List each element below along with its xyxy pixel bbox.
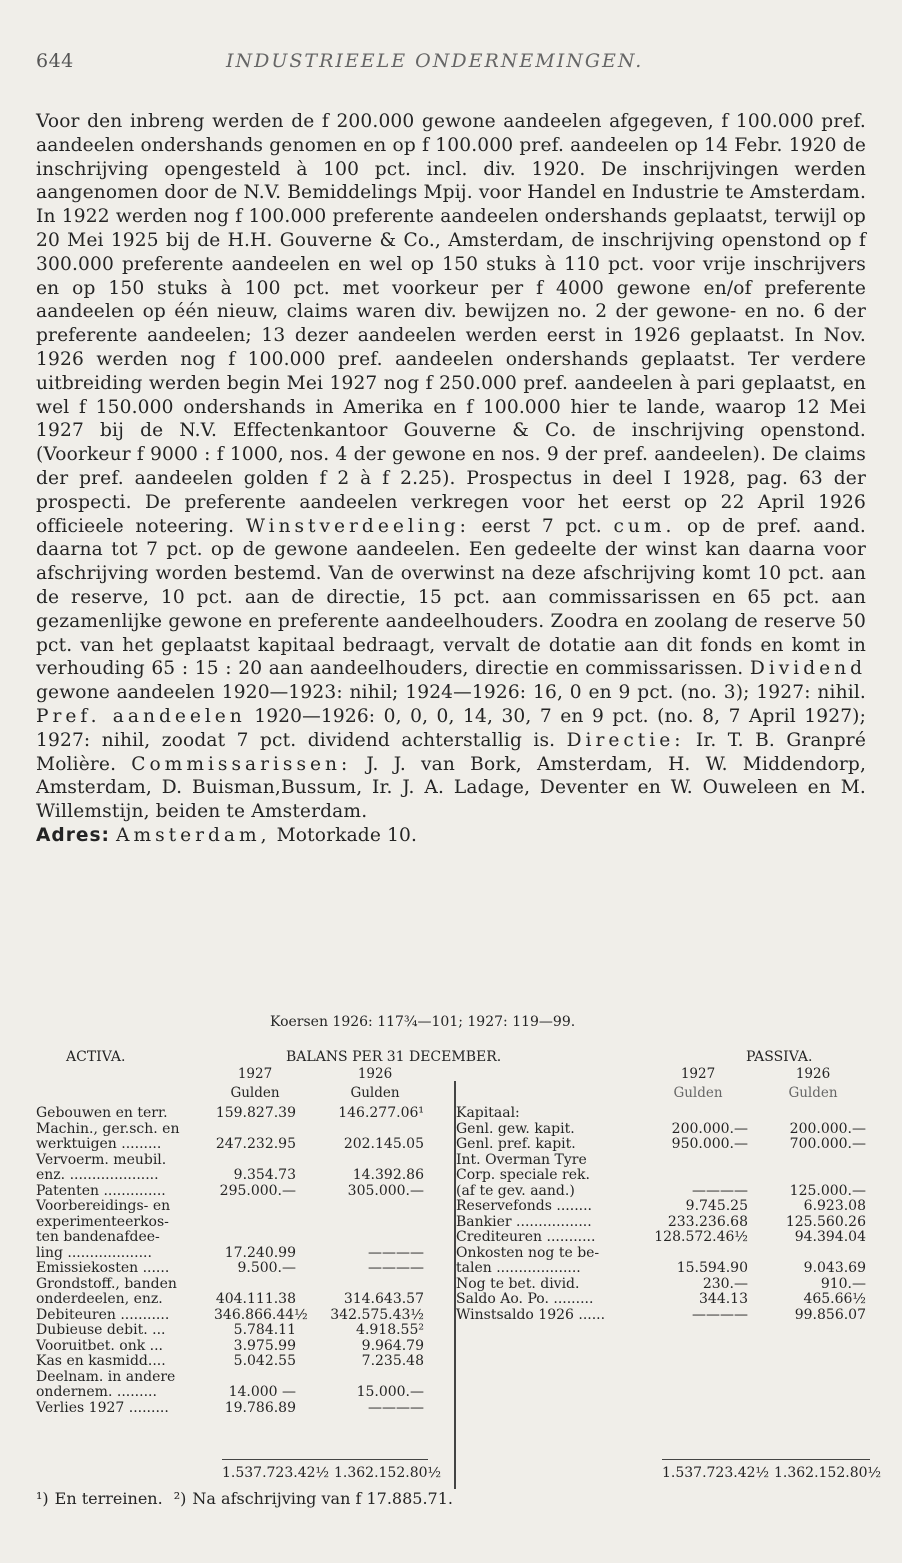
table-row: [456, 1184, 870, 1200]
passiva-year-1927: 1927: [680, 1066, 716, 1082]
footnote-2-mark: ²): [173, 1489, 187, 1508]
row-label: Verlies 1927 .........: [36, 1399, 169, 1416]
table-row: [36, 1354, 456, 1370]
table-row: [36, 1261, 456, 1277]
table-row: [36, 1168, 456, 1184]
table-row: [456, 1168, 870, 1184]
activa-unit-1926: Gulden: [350, 1085, 400, 1101]
body-text-1: Voor den inbreng werden de f 200.000 gewone aandeelen afgegeven, f 100.000 pref. aandeelen ondershands genomen en op f 100.000 pref. aandeelen op 14 Febr. 1920 de inschrijving opengesteld à 100 pct. incl. div. 1920. De inschrijvingen werden aangenomen door de N.V. Bemiddelings Mpij. voor Handel en Industrie te Amsterdam. In 1922 werden nog f 100.000 preferente aandeelen ondershands geplaatst, terwijl op 20 Mei 1925 bij de H.H. Gouverne & Co., Amsterdam, de inschrijving openstond op f 300.000 preferente aandeelen en wel op 150 stuks à 110 pct. voor vrije inschrijvers en op 150 stuks à 100 pct. met voorkeur per f 4000 gewone en/of preferente aandeelen op één nieuw, claims waren div. bewijzen no. 2 der gewone- en no. 6 der preferente aandeelen; 13 dezer aandeelen werden eerst in 1926 geplaatst. In Nov. 1926 werden nog f 100.000 pref. aandeelen ondershands geplaatst. Ter verdere uitbreiding werden begin Mei 1927 nog f 250.000 pref. aandeelen à pari geplaatst, en wel f 150.000 ondershands in Amerika en f 100.000 hier te lande, waarop 12 Mei 1927 bij de N.V. Effectenkantoor Gouverne & Co. de inschrijving openstond. (Voorkeur f 9000 : f 1000, nos. 4 der gewone en nos. 9 der pref. aandeelen). De claims der pref. aandeelen golden f 2 à f 2.25). Prospectus in deel I 1928, pag. 63 der prospecti. De preferente aandeelen verkregen voor het eerst op 22 April 1926 officieele noteering.: [36, 111, 867, 537]
balance-title: BALANS PER 31 DECEMBER.: [286, 1049, 502, 1065]
body-text-5: 1920—1926: 0, 0, 0, 14, 30, 7 en 9 pct. (no. 8, 7 April 1927); 1927: nihil, zoodat 7 pct. dividend achterstallig is.: [36, 705, 866, 751]
value-1927: 200.000.—: [671, 1120, 748, 1137]
row-label: Crediteuren ...........: [456, 1229, 596, 1245]
body-text-3: op de pref. aand. daarna tot 7 pct. op de gewone aandeelen. Een gedeelte der winst kan daarna voor afschrijving worden bestemd. Van de overwinst na deze afschrijving komt 10 pct. aan de reserve, 10 pct. aan de directie, 15 pct. aan commissarissen en 65 pct. aan gezamenlijke gewone en preferente aandeelhouders. Zoodra en zoolang de reserve 50 pct. van het geplaatst kapitaal bedraagt, vervalt de dotatie aan dit fonds en komt in verhouding 65 : 15 : 20 aan aandeelhouders, directie en commissarissen.: [36, 515, 866, 680]
balance-sheet: [36, 1049, 882, 1509]
row-label: (af te gev. aand.): [456, 1182, 575, 1199]
table-row: [36, 1137, 456, 1153]
table-row: [36, 1323, 456, 1339]
page-header: [36, 50, 872, 80]
table-row: [36, 1122, 456, 1138]
value-1927: 9.354.73: [233, 1167, 296, 1183]
value-1927: 9.745.25: [685, 1198, 748, 1214]
row-label: Nog te bet. divid.: [456, 1275, 580, 1292]
activa-rows: [36, 1106, 456, 1416]
value-1926: 465.66½: [803, 1291, 866, 1307]
value-1926: 94.394.04: [794, 1229, 866, 1245]
table-row: [36, 1292, 456, 1308]
value-1926: 9.043.69: [803, 1260, 866, 1276]
passiva-total-rule: [662, 1459, 870, 1460]
value-1927: 17.240.99: [224, 1244, 296, 1261]
running-title: INDUSTRIEELE ONDERNEMINGEN.: [226, 50, 644, 72]
cum-label: cum.: [613, 515, 676, 537]
value-1927: 14.000 —: [228, 1384, 296, 1400]
table-row: [36, 1401, 456, 1417]
row-label: Gebouwen en terr.: [36, 1105, 168, 1121]
address-line: [36, 824, 866, 848]
row-label: onderdeelen, enz.: [36, 1291, 163, 1307]
activa-unit-1927: Gulden: [230, 1085, 280, 1101]
value-1927: 346.866.44½: [214, 1306, 308, 1323]
table-row: [456, 1261, 870, 1277]
activa-year-1926: 1926: [357, 1066, 393, 1082]
row-label: Onkosten nog te be-: [456, 1244, 600, 1261]
table-row: [36, 1199, 456, 1215]
value-1927: 19.786.89: [224, 1399, 296, 1416]
row-label: Kapitaal:: [456, 1105, 520, 1121]
value-1927: 233.236.68: [667, 1213, 748, 1230]
table-row: [456, 1153, 870, 1169]
row-label: Genl. pref. kapit.: [456, 1136, 576, 1152]
value-1927: 128.572.46½: [654, 1229, 748, 1245]
value-1926: 700.000.—: [789, 1136, 866, 1152]
value-1927: 5.784.11: [233, 1322, 296, 1338]
row-label: Kas en kasmidd....: [36, 1353, 166, 1369]
row-label: ten bandenafdee-: [36, 1229, 160, 1245]
value-1927: 295.000.—: [219, 1182, 296, 1199]
table-row: [456, 1277, 870, 1293]
table-row: [456, 1137, 870, 1153]
row-label: Patenten ..............: [36, 1182, 166, 1199]
adres-label: Adres:: [36, 824, 110, 846]
directie-label: Directie:: [566, 729, 685, 751]
value-1927: 159.827.39: [215, 1105, 296, 1121]
value-1927: 9.500.—: [237, 1260, 296, 1276]
activa-title: ACTIVA.: [66, 1049, 126, 1065]
table-row: [36, 1339, 456, 1355]
row-label: werktuigen .........: [36, 1136, 162, 1152]
adres-city: Amsterdam,: [116, 824, 271, 846]
value-1927: 3.975.99: [233, 1337, 296, 1354]
dividend-label: Dividend: [749, 658, 866, 680]
passiva-unit-1927: Gulden: [673, 1085, 723, 1101]
row-label: Reservefonds ........: [456, 1198, 593, 1214]
total-passiva-1926: 1.362.152.80½: [774, 1465, 882, 1481]
row-label: Genl. gew. kapit.: [456, 1120, 575, 1137]
winstverdeeling-label: Winstverdeeling:: [245, 515, 470, 537]
table-row: [456, 1199, 870, 1215]
table-row: [456, 1292, 870, 1308]
commissarissen-label: Commissarissen:: [131, 753, 352, 775]
body-text-2: eerst 7 pct.: [481, 515, 602, 537]
passiva-rows: [456, 1106, 870, 1323]
footnote-2-text: Na afschrijving van f 17.885.71.: [192, 1489, 453, 1508]
body-text-7: J. J. van Bork, Amsterdam, H. W. Middendorp, Amsterdam, D. Buisman,Bussum, Ir. J. A. Ladage, Deventer en W. Ouweleen en M. Willemstijn, beiden te Amsterdam.: [36, 753, 867, 823]
row-label: Vooruitbet. onk ...: [36, 1337, 163, 1354]
value-1926: 910.—: [820, 1275, 866, 1292]
row-label: Debiteuren ...........: [36, 1306, 170, 1323]
page-number: 644: [36, 50, 74, 72]
value-1926: 314.643.57: [343, 1291, 424, 1307]
table-row: [456, 1215, 870, 1231]
row-label: Int. Overman Tyre: [456, 1151, 587, 1168]
total-passiva-1927: 1.537.723.42½: [662, 1465, 770, 1481]
row-label: enz. ....................: [36, 1167, 159, 1183]
passiva-unit-1926: Gulden: [788, 1085, 838, 1101]
passiva-title: PASSIVA.: [746, 1049, 813, 1065]
value-1927: ————: [692, 1306, 748, 1323]
table-row: [456, 1246, 870, 1262]
row-label: ondernem. .........: [36, 1384, 157, 1400]
value-1926: 125.560.26: [785, 1213, 866, 1230]
value-1926: 6.923.08: [803, 1198, 866, 1214]
value-1926: 342.575.43½: [330, 1306, 424, 1323]
passiva-year-1926: 1926: [795, 1066, 831, 1082]
value-1927: ————: [692, 1182, 748, 1199]
row-label: Bankier .................: [456, 1213, 592, 1230]
row-label: talen ...................: [456, 1260, 581, 1276]
value-1926: 7.235.48: [361, 1353, 424, 1369]
value-1926: 202.145.05: [343, 1136, 424, 1152]
value-1927: 230.—: [702, 1275, 748, 1292]
pref-label: Pref. aandeelen: [36, 705, 246, 727]
row-label: Deelnam. in andere: [36, 1368, 176, 1385]
row-label: experimenteerkos-: [36, 1213, 169, 1230]
activa-total-rule: [222, 1459, 428, 1460]
footnote-1-text: En terreinen.: [54, 1489, 163, 1508]
value-1926: ————: [368, 1260, 424, 1276]
table-row: [36, 1308, 456, 1324]
footnotes: [36, 1489, 459, 1508]
value-1927: 5.042.55: [233, 1353, 296, 1369]
row-label: Corp. speciale rek.: [456, 1167, 590, 1183]
total-activa-1927: 1.537.723.42½: [222, 1465, 330, 1481]
row-label: ling ...................: [36, 1244, 152, 1261]
value-1927: 404.111.38: [215, 1291, 296, 1307]
table-row: [36, 1277, 456, 1293]
row-label: Winstsaldo 1926 ......: [456, 1306, 606, 1323]
value-1927: 247.232.95: [215, 1136, 296, 1152]
table-row: [36, 1106, 456, 1122]
table-row: [36, 1215, 456, 1231]
table-row: [456, 1230, 870, 1246]
value-1926: 14.392.86: [352, 1167, 424, 1183]
row-label: Grondstoff., banden: [36, 1275, 177, 1292]
total-activa-1926: 1.362.152.80½: [334, 1465, 442, 1481]
table-row: [36, 1184, 456, 1200]
value-1926: 125.000.—: [789, 1182, 866, 1199]
value-1926: 305.000.—: [347, 1182, 424, 1199]
footnote-1-mark: ¹): [36, 1489, 49, 1508]
row-label: Dubieuse debit. ...: [36, 1322, 166, 1338]
row-label: Machin., ger.sch. en: [36, 1120, 180, 1137]
body-text-6: Ir. T. B. Granpré Molière.: [36, 729, 866, 775]
table-row: [456, 1308, 870, 1324]
value-1926: 200.000.—: [789, 1120, 866, 1137]
value-1927: 950.000.—: [671, 1136, 748, 1152]
adres-street: Motorkade 10.: [276, 824, 418, 846]
koersen-line: Koersen 1926: 117¾—101; 1927: 119—99.: [270, 1014, 576, 1030]
table-row: [456, 1122, 870, 1138]
table-row: [36, 1153, 456, 1169]
table-row: [36, 1246, 456, 1262]
row-label: Emissiekosten ......: [36, 1260, 170, 1276]
body-text-4: gewone aandeelen 1920—1923: nihil; 1924—1926: 16, 0 en 9 pct. (no. 3); 1927: nihil.: [36, 682, 866, 704]
table-row: [36, 1230, 456, 1246]
table-row: [456, 1106, 870, 1122]
value-1926: 9.964.79: [361, 1337, 424, 1354]
row-label: Voorbereidings- en: [36, 1198, 171, 1214]
row-label: Saldo Ao. Po. .........: [456, 1291, 594, 1307]
value-1927: 344.13: [699, 1291, 748, 1307]
value-1926: 15.000.—: [356, 1384, 424, 1400]
value-1926: ————: [368, 1244, 424, 1261]
activa-year-1927: 1927: [237, 1066, 273, 1082]
value-1926: ————: [368, 1399, 424, 1416]
table-row: [36, 1385, 456, 1401]
body-paragraph: [36, 110, 866, 824]
table-row: [36, 1370, 456, 1386]
value-1926: 146.277.06¹: [338, 1105, 424, 1121]
value-1926: 4.918.55²: [356, 1322, 424, 1338]
body-text: [36, 110, 866, 848]
row-label: Vervoerm. meubil.: [36, 1151, 167, 1168]
value-1926: 99.856.07: [794, 1306, 866, 1323]
value-1927: 15.594.90: [676, 1260, 748, 1276]
